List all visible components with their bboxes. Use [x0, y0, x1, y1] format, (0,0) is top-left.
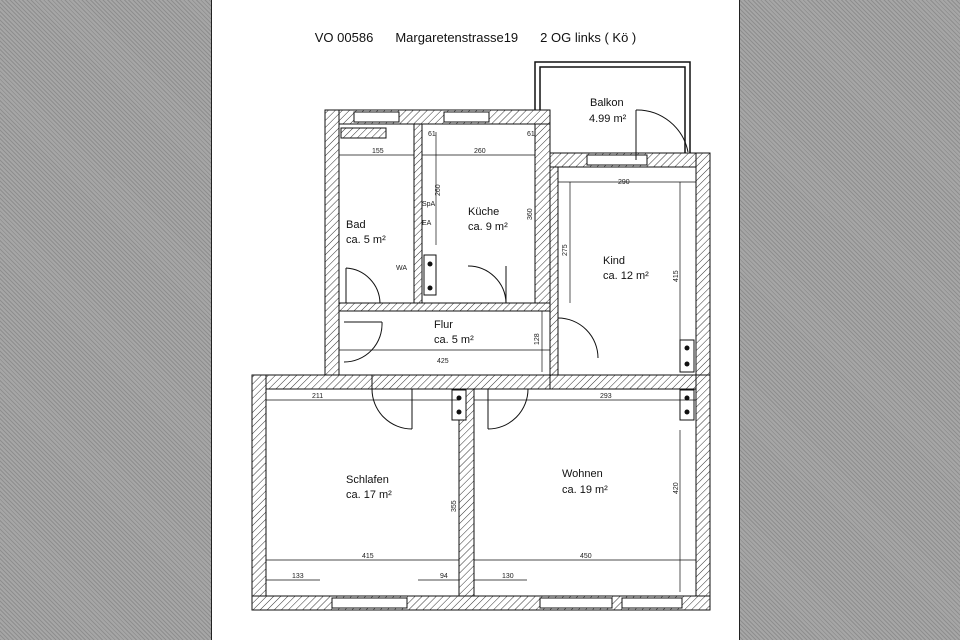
dim-kind-depth-a: 275	[562, 244, 569, 256]
dim-flur-depth: 128	[534, 333, 541, 345]
dim-schlafen-top: 211	[312, 393, 324, 400]
ea-label: EA	[422, 220, 432, 227]
dim-schlafen-depth: 355	[451, 500, 458, 512]
floor-plan-sheet	[211, 0, 740, 640]
spa-label: SpA	[422, 201, 436, 208]
bad-name: Bad	[346, 219, 366, 231]
flur-name: Flur	[434, 319, 453, 331]
wohnen-area: ca. 19 m²	[562, 484, 608, 496]
schlafen-area: ca. 17 m²	[346, 489, 392, 501]
dim-wohnen-top: 293	[600, 393, 612, 400]
floor-plan	[212, 0, 741, 640]
wohnen-name: Wohnen	[562, 468, 603, 480]
dim-kind-depth-b: 415	[673, 270, 680, 282]
bad-area: ca. 5 m²	[346, 234, 386, 246]
exterior-walls	[252, 110, 710, 610]
schlafen-name: Schlafen	[346, 474, 389, 486]
object-id: VO 00586	[314, 30, 374, 45]
dim-kueche-window: 61	[527, 131, 535, 138]
dim-wohnen-window: 130	[502, 573, 514, 580]
wa-label: WA	[396, 265, 408, 272]
floor-info: 2 OG links ( Kö )	[540, 30, 637, 45]
dim-bad-window: 61	[428, 131, 436, 138]
kueche-name: Küche	[468, 206, 500, 218]
windows	[332, 112, 682, 608]
dim-wohnen-depth: 420	[673, 482, 680, 494]
dim-schlafen-width: 415	[362, 553, 374, 560]
address: Margaretenstrasse19	[395, 30, 519, 45]
balkon-name: Balkon	[590, 97, 624, 109]
dim-schlafen-side: 94	[440, 573, 448, 580]
kueche-area: ca. 9 m²	[468, 221, 508, 233]
kind-area: ca. 12 m²	[603, 270, 649, 282]
kind-name: Kind	[603, 255, 626, 267]
dim-kueche-depth-a: 260	[435, 184, 442, 196]
balkon-area: 4.99 m²	[589, 113, 627, 125]
dim-bad-width: 155	[372, 148, 384, 155]
dim-schlafen-window: 133	[292, 573, 304, 580]
dim-kueche-depth-b: 360	[527, 208, 534, 220]
flur-area: ca. 5 m²	[434, 334, 474, 346]
dim-wohnen-width: 450	[580, 553, 592, 560]
dim-kueche-width: 260	[474, 148, 486, 155]
dim-flur-width: 425	[437, 358, 449, 365]
dim-kind-width: 290	[618, 179, 630, 186]
